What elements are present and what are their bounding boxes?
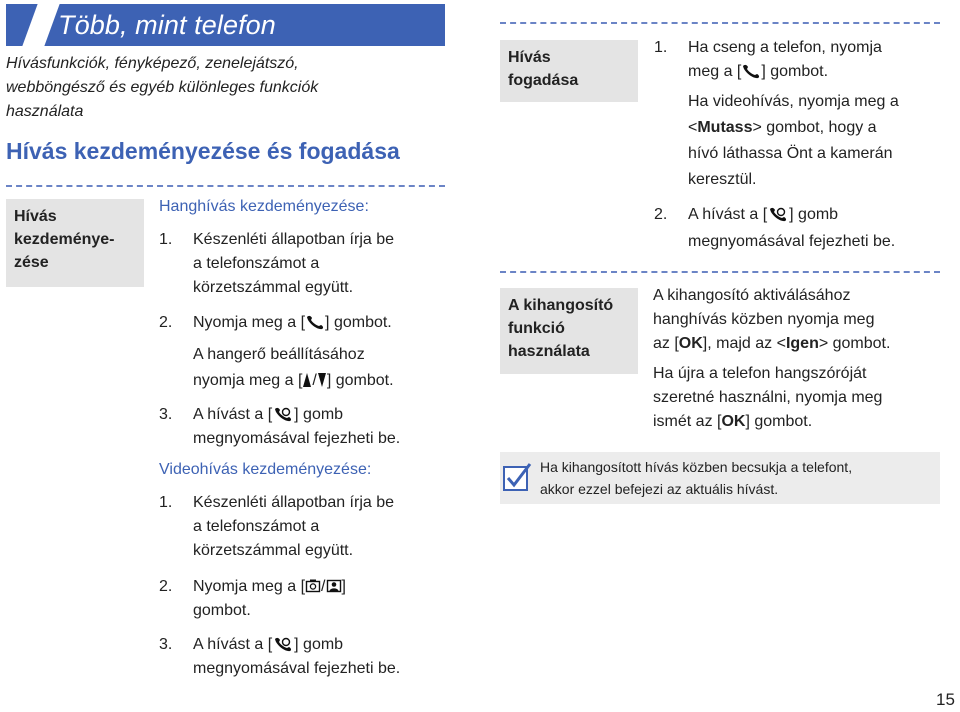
- checkmark-icon: [502, 462, 532, 497]
- step-text: [193, 228, 394, 300]
- video-answer-line: [688, 116, 877, 140]
- label-line: fogadása: [508, 72, 579, 89]
- step-text-post: ] gomb: [789, 206, 839, 223]
- volume-hint-line: A hangerő beállításához: [193, 346, 365, 363]
- divider: [500, 271, 940, 273]
- step-text-pre: A hívást a [: [193, 636, 273, 653]
- softkey-mutass: Mutass: [697, 119, 753, 136]
- label-answer-call: [500, 40, 638, 102]
- step-text: [193, 633, 343, 660]
- step-text-pre: Nyomja meg a [: [193, 314, 306, 331]
- page-subtitle: [6, 52, 426, 124]
- note-text: [540, 456, 852, 500]
- step-text-post: ] gomb: [294, 636, 344, 653]
- step-text-pre: meg a [: [688, 63, 742, 80]
- step-text-post: ]: [341, 578, 346, 595]
- text-fragment: ], majd az <: [702, 335, 786, 352]
- step-text: [193, 403, 343, 430]
- volume-down-icon: [317, 372, 327, 396]
- call-send-icon: [305, 314, 325, 338]
- text-fragment: <: [688, 119, 698, 136]
- call-send-icon: [741, 63, 761, 87]
- volume-up-icon: [302, 372, 312, 396]
- divider: [6, 185, 445, 187]
- subtitle-line: Hívásfunkciók, fényképező, zenelejátszó,: [6, 55, 299, 72]
- step-text: [688, 36, 882, 87]
- step-text: [193, 575, 346, 602]
- label-line: Hívás: [508, 49, 551, 66]
- step-line: a telefonszámot a: [193, 255, 320, 272]
- camera-icon: [326, 578, 342, 602]
- key-ok: OK: [721, 413, 746, 430]
- label-line: használata: [508, 343, 590, 360]
- step-number: 1.: [159, 231, 173, 248]
- step-line: megnyomásával fejezheti be.: [193, 660, 401, 677]
- step-text: [688, 203, 895, 254]
- step-text: [193, 311, 392, 338]
- step-number: 2.: [159, 578, 173, 595]
- step-number: 3.: [159, 406, 173, 423]
- video-call-icon: [305, 578, 321, 602]
- volume-separator: /: [312, 372, 317, 389]
- note-line: akkor ezzel befejezi az aktuális hívást.: [540, 481, 779, 497]
- key-ok: OK: [678, 335, 703, 352]
- speaker-line: Ha újra a telefon hangszóróját: [653, 365, 867, 382]
- speaker-line: A kihangosító aktiválásához: [653, 287, 851, 304]
- label-line: Hívás: [14, 208, 57, 225]
- step-text-pre: A hívást a [: [193, 406, 273, 423]
- step-text-pre: Nyomja meg a [: [193, 578, 306, 595]
- note-line: Ha kihangosított hívás közben becsukja a telefont,: [540, 459, 853, 475]
- step-text: [193, 491, 394, 563]
- page-title: Több, mint telefon: [58, 10, 276, 40]
- video-answer-line: Ha videohívás, nyomja meg a: [688, 93, 899, 110]
- step-number: 1.: [654, 39, 668, 56]
- step-number: 2.: [654, 206, 668, 223]
- step-line: [688, 203, 895, 230]
- step-line: Ha cseng a telefon, nyomja: [688, 39, 882, 56]
- step-line: megnyomásával fejezheti be.: [688, 233, 896, 250]
- speaker-line: [653, 332, 890, 356]
- label-line: funkció: [508, 320, 565, 337]
- volume-hint-line: [193, 369, 394, 396]
- step-line: Készenléti állapotban írja be: [193, 494, 395, 511]
- step-separator: /: [321, 578, 326, 595]
- step-line: a telefonszámot a: [193, 518, 320, 535]
- video-answer-line: keresztül.: [688, 171, 757, 188]
- step-number: 1.: [159, 494, 173, 511]
- volume-hint-pre: nyomja meg a [: [193, 372, 303, 389]
- label-speakerphone: [500, 288, 638, 374]
- step-line: megnyomásával fejezheti be.: [193, 430, 401, 447]
- step-text-pre: A hívást a [: [688, 206, 768, 223]
- step-line: körzetszámmal együtt.: [193, 279, 354, 296]
- label-line: A kihangosító: [508, 297, 614, 314]
- softkey-igen: Igen: [785, 335, 819, 352]
- speaker-text: [653, 284, 890, 434]
- section-title: Hívás kezdeményezése és fogadása: [6, 138, 400, 164]
- subtitle-line: használata: [6, 103, 84, 120]
- step-number: 2.: [159, 314, 173, 331]
- speaker-line: hanghívás közben nyomja meg: [653, 311, 875, 328]
- voice-call-heading: Hanghívás kezdeményezése:: [159, 198, 369, 215]
- divider: [500, 22, 940, 24]
- step-line: körzetszámmal együtt.: [193, 542, 354, 559]
- step-line: [688, 60, 882, 87]
- step-text-post: ] gombot.: [325, 314, 392, 331]
- step-number: 3.: [159, 636, 173, 653]
- step-text-post: ] gombot.: [761, 63, 829, 80]
- speaker-line: [653, 410, 890, 434]
- step-text-post: ] gomb: [294, 406, 344, 423]
- video-call-heading: Videohívás kezdeményezése:: [159, 461, 372, 478]
- page-number: 15: [936, 690, 955, 709]
- step-line: gombot.: [193, 602, 251, 619]
- label-call-initiation: [6, 199, 144, 287]
- volume-hint-post: ] gombot.: [326, 372, 394, 389]
- call-end-icon: [767, 206, 789, 230]
- text-fragment: ismét az [: [653, 413, 722, 430]
- text-fragment: az [: [653, 335, 679, 352]
- text-fragment: > gombot.: [818, 335, 891, 352]
- speaker-line: szeretné használni, nyomja meg: [653, 389, 883, 406]
- label-line: kezdeménye-: [14, 231, 115, 248]
- subtitle-line: webböngésző és egyéb különleges funkciók: [6, 79, 319, 96]
- label-line: zése: [14, 254, 49, 271]
- step-line: Készenléti állapotban írja be: [193, 231, 395, 248]
- text-fragment: > gombot, hogy a: [752, 119, 877, 136]
- video-answer-line: hívó láthassa Önt a kamerán: [688, 145, 893, 162]
- text-fragment: ] gombot.: [745, 413, 813, 430]
